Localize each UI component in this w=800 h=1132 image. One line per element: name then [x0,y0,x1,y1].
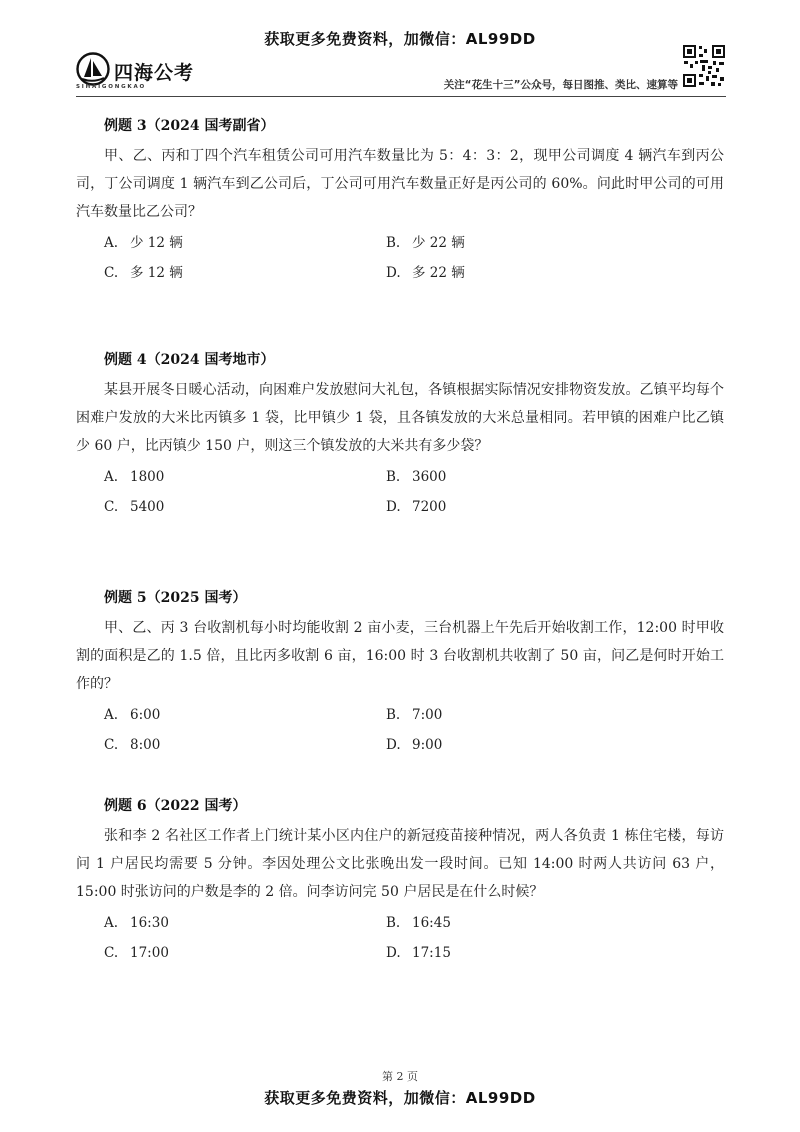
option-text: 16:30 [130,915,169,931]
option-text: 7:00 [412,707,443,723]
option-letter: C. [104,945,119,961]
options-group [76,909,724,969]
option-a [104,463,164,491]
option-letter: A. [104,915,119,931]
option-letter: D. [386,499,401,515]
option-c [104,259,183,287]
option-text: 多 12 辆 [130,265,183,281]
promo-banner-bottom: 获取更多免费资料，加微信：AL99DD [264,1089,536,1107]
option-text: 7200 [412,499,447,515]
option-b [386,701,442,729]
option-text: 17:15 [412,945,451,961]
promo-banner-top: 获取更多免费资料，加微信：AL99DD [264,30,536,48]
option-letter: B. [386,469,401,485]
question-3 [76,114,724,289]
logo-wordmark-en: SIHAIGONGKAO [76,84,147,90]
option-letter: C. [104,499,119,515]
question-body: 甲、乙、丙和丁四个汽车租赁公司可用汽车数量比为 5：4：3：2，现甲公司调度 4 辆汽车到丙公司，丁公司调度 1 辆汽车到乙公司后，丁公司可用汽车数量正好是丙公司的 60%。问此时甲公司的可用汽车数量比乙公司？ [76,148,724,220]
option-a [104,229,183,257]
option-letter: A. [104,235,119,251]
option-letter: B. [386,915,401,931]
option-c [104,939,169,967]
option-d [386,939,451,967]
option-a [104,701,160,729]
option-letter: B. [386,707,401,723]
question-body: 张和李 2 名社区工作者上门统计某小区内住户的新冠疫苗接种情况，两人各负责 1 栋住宅楼，每访问 1 户居民均需要 5 分钟。李因处理公文比张晚出发一段时间。已知 14:00 时两人共访问 63 户，15:00 时张访问的户数是李的 2 倍。问李访问完 50 户居民是在什么时候？ [76,828,724,900]
option-text: 少 12 辆 [130,235,183,251]
question-6 [76,794,724,969]
option-d [386,493,446,521]
option-letter: D. [386,265,401,281]
sail-logo-icon [76,52,110,86]
option-letter: A. [104,469,119,485]
brand-logo [76,52,236,92]
qr-code-icon [682,44,726,88]
question-body: 甲、乙、丙 3 台收割机每小时均能收割 2 亩小麦，三台机器上午先后开始收割工作，12:00 时甲收割的面积是乙的 1.5 倍，且比丙多收割 6 亩，16:00 时 3 台收割机共收割了 50 亩，问乙是何时开始工作的？ [76,620,724,692]
question-title: 例题 6（2022 国考） [104,798,247,814]
option-letter: D. [386,737,401,753]
option-text: 9:00 [412,737,443,753]
question-title: 例题 3（2024 国考副省） [104,118,275,134]
option-d [386,731,442,759]
page-header [76,44,726,96]
option-letter: B. [386,235,401,251]
option-c [104,731,160,759]
question-title: 例题 4（2024 国考地市） [104,352,275,368]
options-group [76,701,724,761]
option-text: 3600 [412,469,447,485]
option-b [386,229,465,257]
header-slogan: 关注“花生十三”公众号，每日图推、类比、速算等 [443,79,678,91]
option-b [386,463,446,491]
option-letter: C. [104,265,119,281]
option-text: 8:00 [130,737,161,753]
option-text: 多 22 辆 [412,265,465,281]
logo-wordmark: 四海公考 [114,62,195,84]
question-title: 例题 5（2025 国考） [104,590,247,606]
header-divider [76,96,726,97]
option-text: 1800 [130,469,165,485]
option-text: 少 22 辆 [412,235,465,251]
question-body: 某县开展冬日暖心活动，向困难户发放慰问大礼包，各镇根据实际情况安排物资发放。乙镇平均每个困难户发放的大米比丙镇多 1 袋，比甲镇少 1 袋，且各镇发放的大米总量相同。若甲镇的困难户比乙镇少 60 户，比丙镇少 150 户，则这三个镇发放的大米共有多少袋？ [76,382,724,454]
option-a [104,909,169,937]
question-5 [76,586,724,761]
option-letter: C. [104,737,119,753]
page-number: 第 2 页 [382,1070,418,1083]
option-c [104,493,164,521]
option-letter: D. [386,945,401,961]
option-d [386,259,465,287]
option-text: 17:00 [130,945,169,961]
option-text: 5400 [130,499,165,515]
question-4 [76,348,724,523]
option-letter: A. [104,707,119,723]
option-text: 16:45 [412,915,451,931]
option-text: 6:00 [130,707,161,723]
option-b [386,909,451,937]
options-group [76,229,724,289]
options-group [76,463,724,523]
